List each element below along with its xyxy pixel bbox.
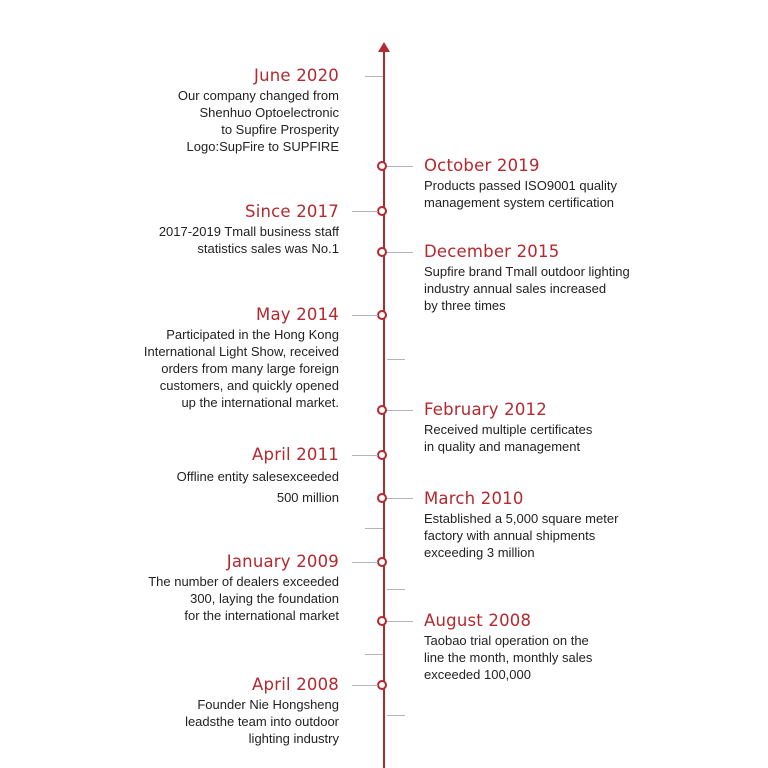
entry-date: February 2012 xyxy=(424,400,547,419)
timeline-connector xyxy=(352,315,378,316)
entry-description: Participated in the Hong Kong International Light Show, received orders from many large foreign customers, and quickly opened up the international market. xyxy=(143,327,339,410)
timeline-tick xyxy=(387,715,405,716)
timeline-connector xyxy=(352,455,378,456)
timeline-dot xyxy=(377,450,387,460)
timeline-entry xyxy=(144,305,339,411)
entry-description: Products passed ISO9001 quality management system certification xyxy=(424,178,617,210)
timeline-connector xyxy=(387,498,413,499)
timeline-dot xyxy=(377,616,387,626)
timeline-connector xyxy=(387,166,413,167)
timeline-connector xyxy=(352,211,378,212)
timeline-connector xyxy=(387,621,413,622)
timeline-tick xyxy=(387,589,405,590)
timeline-tick xyxy=(365,76,383,77)
timeline-entry xyxy=(178,66,339,155)
entry-date: April 2008 xyxy=(252,675,339,694)
timeline-connector xyxy=(387,410,413,411)
entry-date: October 2019 xyxy=(424,156,540,175)
entry-date: April 2011 xyxy=(252,445,339,464)
entry-date: January 2009 xyxy=(226,552,339,571)
entry-description: The number of dealers exceeded 300, laying the foundation for the international market xyxy=(148,574,339,623)
timeline-connector xyxy=(352,562,378,563)
timeline-dot xyxy=(377,161,387,171)
entry-description: Our company changed from Shenhuo Optoelectronic to Supfire Prosperity Logo:SupFire to SUPFIRE xyxy=(177,88,339,154)
timeline-entry xyxy=(424,489,618,561)
timeline-entry xyxy=(177,445,339,508)
timeline-connector xyxy=(387,252,413,253)
timeline-dot xyxy=(377,557,387,567)
entry-date: June 2020 xyxy=(254,66,339,85)
timeline-entry xyxy=(159,202,339,257)
timeline-tick xyxy=(387,359,405,360)
timeline-dot xyxy=(377,247,387,257)
timeline-entry xyxy=(424,242,630,314)
entry-description: Founder Nie Hongsheng leadsthe team into outdoor lighting industry xyxy=(185,697,339,746)
entry-date: December 2015 xyxy=(424,242,560,261)
entry-date: May 2014 xyxy=(256,305,339,324)
timeline-dot xyxy=(377,493,387,503)
timeline-tick xyxy=(365,528,383,529)
timeline-connector xyxy=(352,685,378,686)
timeline-entry xyxy=(424,611,592,683)
timeline-tick xyxy=(365,654,383,655)
entry-date: Since 2017 xyxy=(245,202,339,221)
entry-description: Taobao trial operation on the line the month, monthly sales exceeded 100,000 xyxy=(424,633,593,682)
entry-date: March 2010 xyxy=(424,489,524,508)
timeline-entry xyxy=(424,400,592,455)
timeline-dot xyxy=(377,206,387,216)
timeline-dot xyxy=(377,310,387,320)
entry-date: August 2008 xyxy=(424,611,532,630)
timeline-dot xyxy=(377,405,387,415)
entry-description: Supfire brand Tmall outdoor lighting industry annual sales increased by three times xyxy=(424,264,630,313)
entry-description: Offline entity salesexceeded 500 million xyxy=(176,469,339,505)
timeline-entry xyxy=(424,156,617,211)
entry-description: 2017-2019 Tmall business staff statistics sales was No.1 xyxy=(158,224,339,256)
timeline-entry xyxy=(148,552,339,624)
entry-description: Received multiple certificates in quality and management xyxy=(424,422,593,454)
entry-description: Established a 5,000 square meter factory with annual shipments exceeding 3 million xyxy=(424,511,619,560)
timeline-entry xyxy=(185,675,339,747)
timeline-dot xyxy=(377,680,387,690)
